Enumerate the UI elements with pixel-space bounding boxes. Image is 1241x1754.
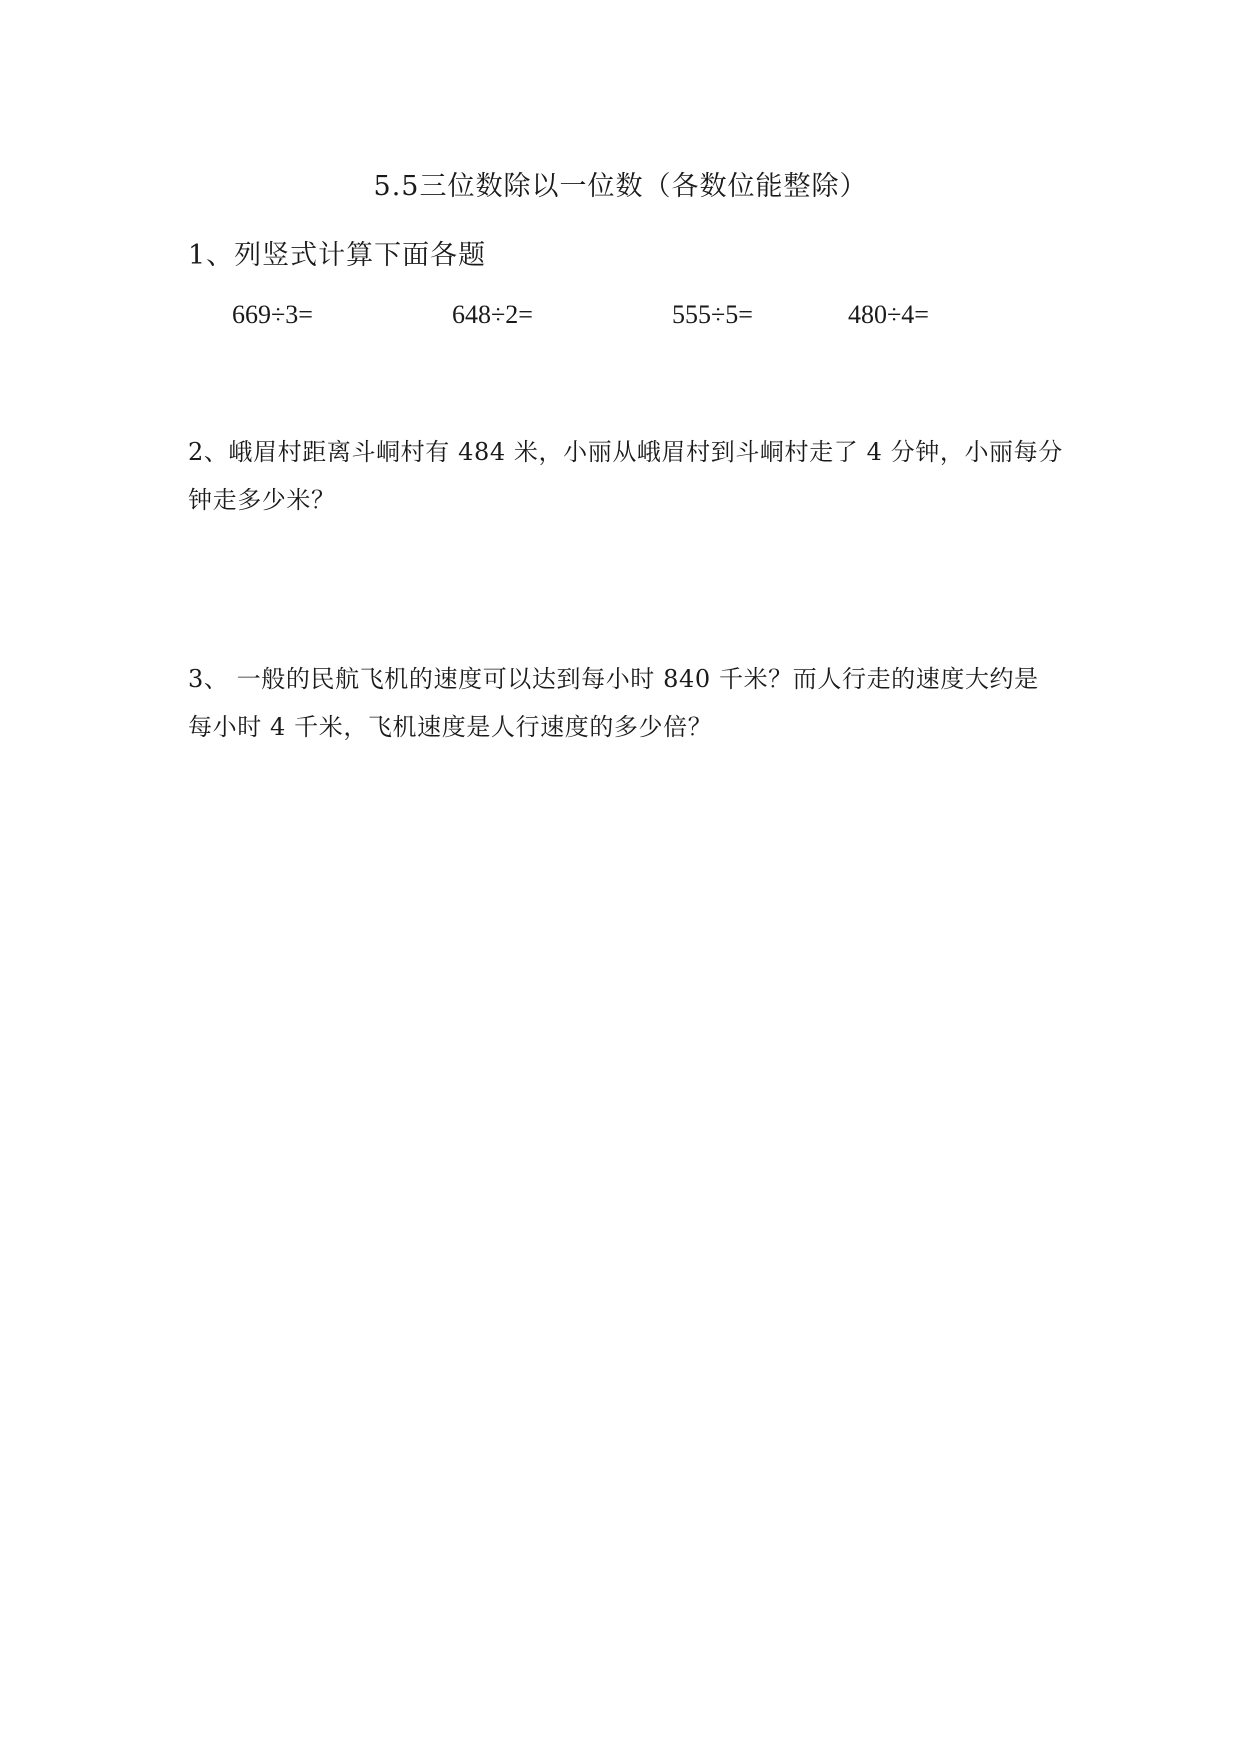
division-problem-3: 555÷5=	[672, 300, 753, 329]
question-3	[188, 655, 1068, 751]
question-3-line-1: 3、 一般的民航飞机的速度可以达到每小时 840 千米？而人行走的速度大约是	[188, 665, 1039, 693]
question-1-heading: 1、列竖式计算下面各题	[188, 240, 487, 271]
question-2-line-2: 钟走多少米？	[188, 486, 336, 514]
division-problems	[0, 300, 1241, 336]
page-title: 5.5三位数除以一位数（各数位能整除）	[373, 171, 868, 202]
question-3-line-2: 每小时 4 千米，飞机速度是人行速度的多少倍？	[188, 713, 713, 741]
question-2	[188, 428, 1068, 524]
question-2-line-1: 2、峨眉村距离斗峒村有 484 米，小丽从峨眉村到斗峒村走了 4 分钟，小丽每分	[188, 438, 1063, 466]
division-problem-4: 480÷4=	[848, 300, 929, 329]
division-problem-1: 669÷3=	[232, 300, 313, 329]
division-problem-2: 648÷2=	[452, 300, 533, 329]
